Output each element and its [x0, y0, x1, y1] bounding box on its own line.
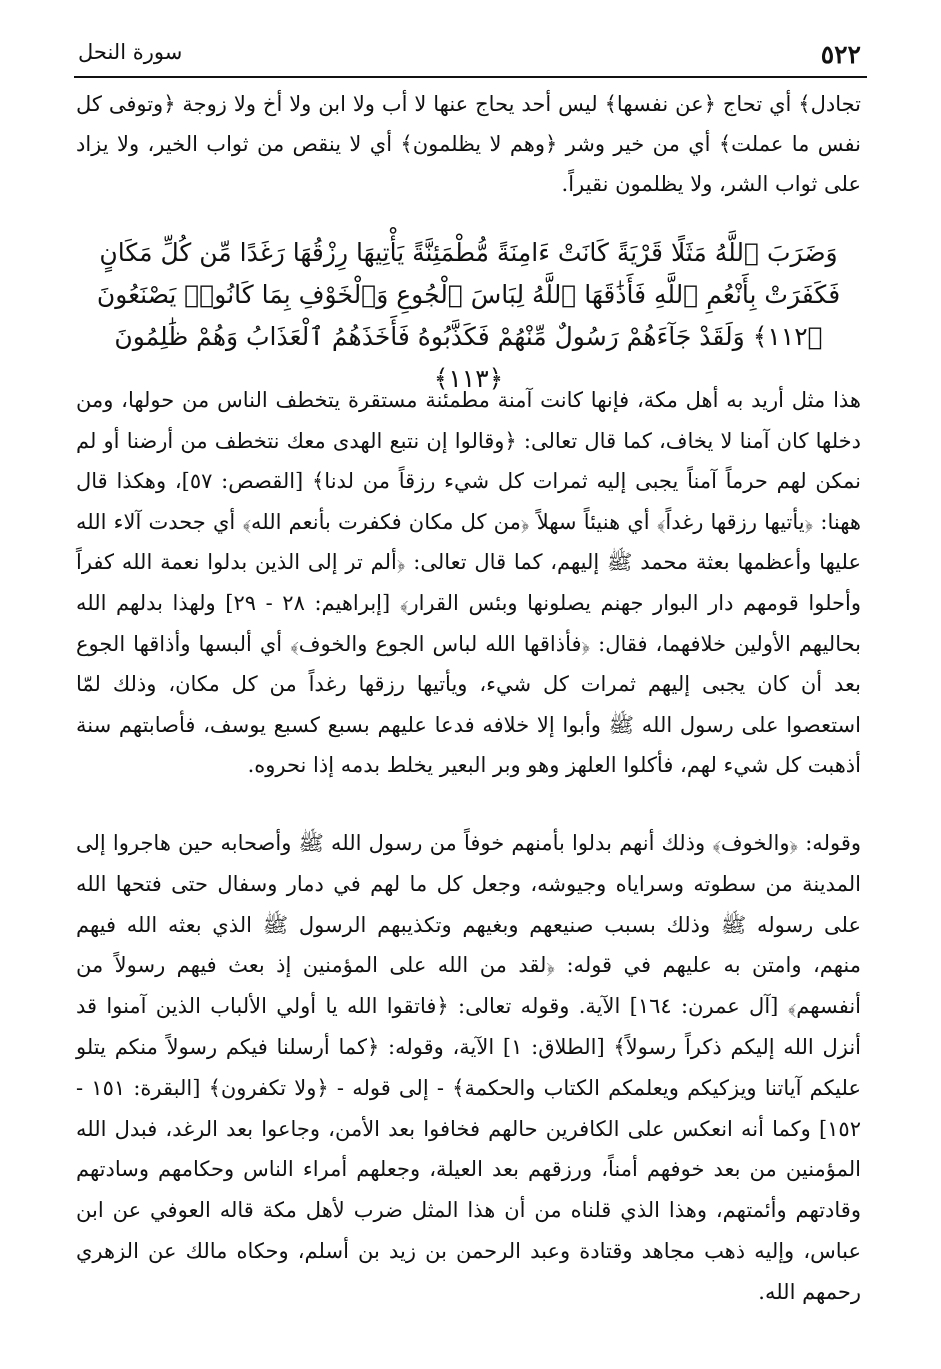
intro-text: تجادل﴾ أي تحاج ﴿عن نفسها﴾ ليس أحد يحاج عنها لا أب ولا ابن ولا أخ ولا زوجة ﴿وتوفى كل نفس ما عملت﴾ أي من خير وشر ﴿وهم لا يظلمون﴾ أي لا ينقص من ثواب الخير، ولا يزاد على ثواب الشر، ولا يظلمون نقيراً.: [76, 92, 861, 196]
header-rule: [74, 76, 867, 78]
tafsir-paragraph-2: [76, 823, 861, 1313]
tafsir-paragraph-1: [76, 380, 861, 786]
paragraph-2-text: وقوله: ﴿والخوف﴾ وذلك أنهم بدلوا بأمنهم خوفاً من رسول الله ﷺ وأصحابه حين هاجروا إلى المدينة من سطوته وسراياه وجيوشه، وجعل كل ما لهم في دمار وسفال حتى فتحها الله على رسوله ﷺ وذلك بسبب صنيعهم وبغيهم وتكذيبهم الرسول ﷺ الذي بعثه الله فيهم منهم، وامتن به عليهم في قوله: ﴿لقد من الله على المؤمنين إذ بعث فيهم رسولاً من أنفسهم﴾ [آل عمرن: ١٦٤] الآية. وقوله تعالى: ﴿فاتقوا الله يا أولي الألباب الذين آمنوا قد أنزل الله إليكم ذكراً رسولاً﴾ [الطلاق: ١] الآية، وقوله: ﴿كما أرسلنا فيكم رسولاً منكم يتلو عليكم آياتنا ويزكيكم ويعلمكم الكتاب والحكمة﴾ - إلى قوله - ﴿ولا تكفرون﴾ [البقرة: ١٥١ - ١٥٢] وكما أنه انعكس على الكافرين حالهم فخافوا بعد الأمن، وجاعوا بعد الرغد، فبدل الله المؤمنين من بعد خوفهم أمناً، ورزقهم بعد العيلة، وجعلهم أمراء الناس وحكامهم وسادتهم وقادتهم وأئمتهم، وهذا الذي قلناه من أن هذا المثل ضرب لأهل مكة قاله العوفي عن ابن عباس، وإليه ذهب مجاهد وقتادة وعبد الرحمن بن زيد بن أسلم، وحكاه مالك عن الزهري رحمهم الله.: [76, 831, 861, 1304]
quran-verse-block: [76, 232, 861, 400]
ayah-text: وَضَرَبَ ٱللَّهُ مَثَلًا قَرْيَةً كَانَتْ ءَامِنَةً مُّطْمَئِنَّةً يَأْتِيهَا رِزْقُهَا رَغَدًا مِّن كُلِّ مَكَانٍ فَكَفَرَتْ بِأَنْعُمِ ٱللَّهِ فَأَذَٰقَهَا ٱللَّهُ لِبَاسَ ٱلْجُوعِ وَٱلْخَوْفِ بِمَا كَانُوا۟ يَصْنَعُونَ ﴿١١٢﴾ وَلَقَدْ جَآءَهُمْ رَسُولٌ مِّنْهُمْ فَكَذَّبُوهُ فَأَخَذَهُمُ ٱلْعَذَابُ وَهُمْ ظَٰلِمُونَ ﴿١١٣﴾: [96, 238, 841, 393]
intro-paragraph: [76, 84, 861, 204]
surah-name: سورة النحل: [78, 40, 183, 64]
paragraph-1-text: هذا مثل أريد به أهل مكة، فإنها كانت آمنة مطمئنة مستقرة يتخطف الناس من حولها، ومن دخلها كان آمنا لا يخاف، كما قال تعالى: ﴿وقالوا إن نتبع الهدى معك نتخطف من أرضنا أو لم نمكن لهم حرماً آمناً يجبى إليه ثمرات كل شيء رزقاً من لدنا﴾ [القصص: ٥٧]، وهكذا قال ههنا: ﴿يأتيها رزقها رغداً﴾ أي هنيئاً سهلاً ﴿من كل مكان فكفرت بأنعم الله﴾ أي جحدت آلاء الله عليها وأعظمها بعثة محمد ﷺ إليهم، كما قال تعالى: ﴿ألم تر إلى الذين بدلوا نعمة الله كفراً وأحلوا قومهم دار البوار جهنم يصلونها وبئس القرار﴾ [إبراهيم: ٢٨ - ٢٩] ولهذا بدلهم الله بحاليهم الأولين خلافهما، فقال: ﴿فأذاقها الله لباس الجوع والخوف﴾ أي ألبسها وأذاقها الجوع بعد أن كان يجبى إليهم ثمرات كل شيء، ويأتيها رزقها رغداً من كل مكان، وذلك لمّا استعصوا على رسول الله ﷺ وأبوا إلا خلافه فدعا عليهم بسبع كسبع يوسف، فأصابتهم سنة أذهبت كل شيء لهم، فأكلوا العلهز وهو وبر البعير يخلط بدمه إذا نحروه.: [76, 388, 862, 778]
page-number: ٥٢٢: [820, 40, 861, 69]
